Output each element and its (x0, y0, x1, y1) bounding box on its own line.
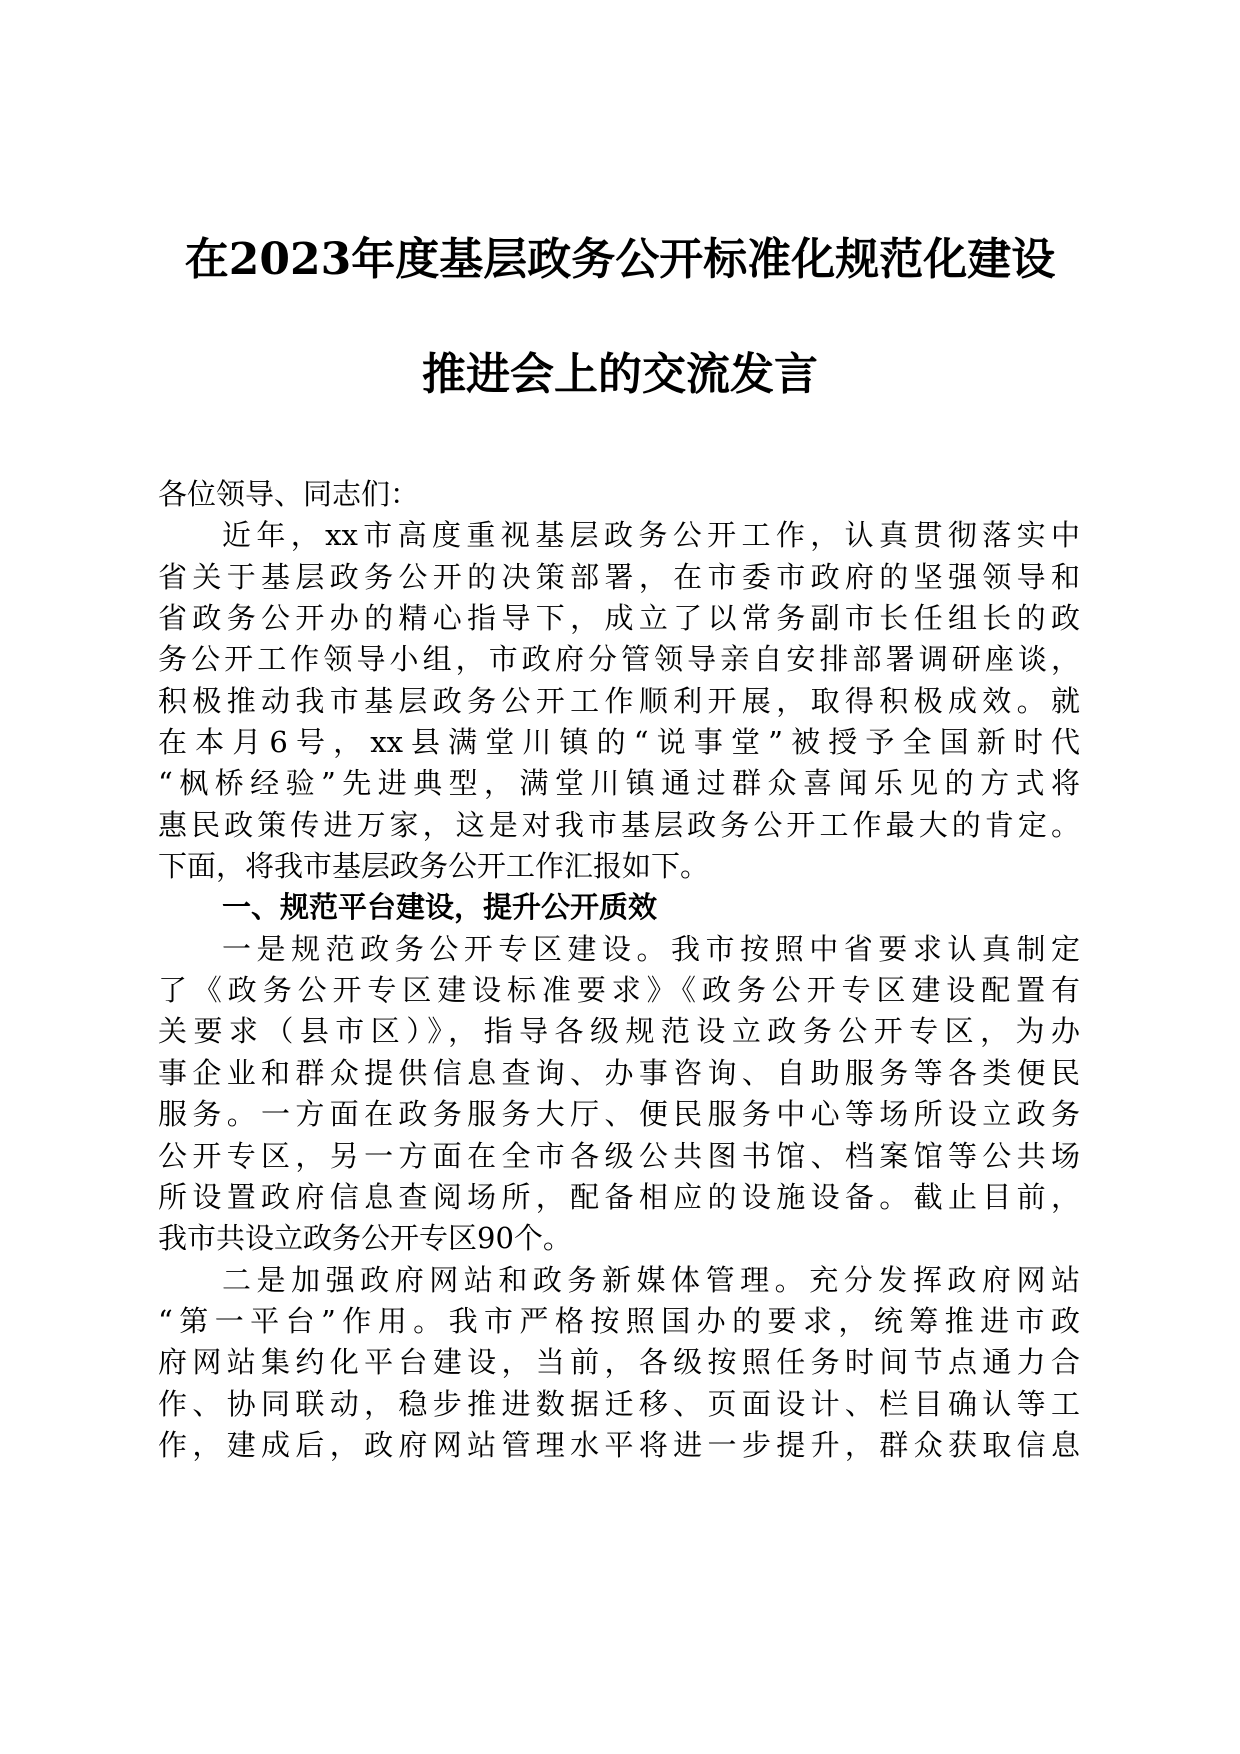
paragraph-line: 关要求（县市区）》，指导各级规范设立政务公开专区，为办 (158, 1014, 1080, 1049)
paragraph-line: 二是加强政府网站和政务新媒体管理。充分发挥政府网站 (222, 1262, 1080, 1297)
paragraph-line: 公开专区，另一方面在全市各级公共图书馆、档案馆等公共场 (158, 1138, 1080, 1173)
paragraph-line: 我市共设立政务公开专区90个。 (158, 1221, 572, 1256)
paragraph-line: 了《政务公开专区建设标准要求》《政务公开专区建设配置有 (158, 973, 1080, 1008)
paragraph-line: “枫桥经验”先进典型，满堂川镇通过群众喜闻乐见的方式将 (158, 766, 1080, 801)
document-body (158, 474, 1080, 1466)
paragraph-line: 在本月6号，xx县满堂川镇的“说事堂”被授予全国新时代 (158, 725, 1080, 760)
paragraph-line: 事企业和群众提供信息查询、办事咨询、自助服务等各类便民 (158, 1055, 1080, 1090)
paragraph-line: 所设置政府信息查阅场所，配备相应的设施设备。截止目前， (158, 1179, 1080, 1214)
paragraph-line: 一是规范政务公开专区建设。我市按照中省要求认真制定 (222, 931, 1080, 966)
paragraph-line: “第一平台”作用。我市严格按照国办的要求，统筹推进市政 (158, 1303, 1080, 1338)
paragraph-line: 府网站集约化平台建设，当前，各级按照任务时间节点通力合 (158, 1345, 1080, 1380)
section-heading: 一、规范平台建设，提升公开质效 (222, 890, 658, 925)
paragraph-line: 省政务公开办的精心指导下，成立了以常务副市长任组长的政 (158, 601, 1080, 636)
paragraph-line: 服务。一方面在政务服务大厅、便民服务中心等场所设立政务 (158, 1097, 1080, 1132)
paragraph-line: 下面，将我市基层政务公开工作汇报如下。 (158, 849, 710, 884)
paragraph-line: 作，建成后，政府网站管理水平将进一步提升，群众获取信息 (158, 1427, 1080, 1462)
paragraph-line: 积极推动我市基层政务公开工作顺利开展，取得积极成效。就 (158, 683, 1080, 718)
paragraph-line: 近年，xx市高度重视基层政务公开工作，认真贯彻落实中 (222, 518, 1080, 553)
paragraph-line: 作、协同联动，稳步推进数据迁移、页面设计、栏目确认等工 (158, 1386, 1080, 1421)
paragraph-line: 惠民政策传进万家，这是对我市基层政务公开工作最大的肯定。 (158, 807, 1080, 842)
document-title-line-1: 在2023年度基层政务公开标准化规范化建设 (184, 234, 1056, 285)
paragraph-line: 省关于基层政务公开的决策部署，在市委市政府的坚强领导和 (158, 559, 1080, 594)
paragraph-line: 务公开工作领导小组，市政府分管领导亲自安排部署调研座谈， (158, 642, 1080, 677)
salutation: 各位领导、同志们： (158, 477, 420, 511)
document-title-line-2: 推进会上的交流发言 (422, 349, 818, 400)
